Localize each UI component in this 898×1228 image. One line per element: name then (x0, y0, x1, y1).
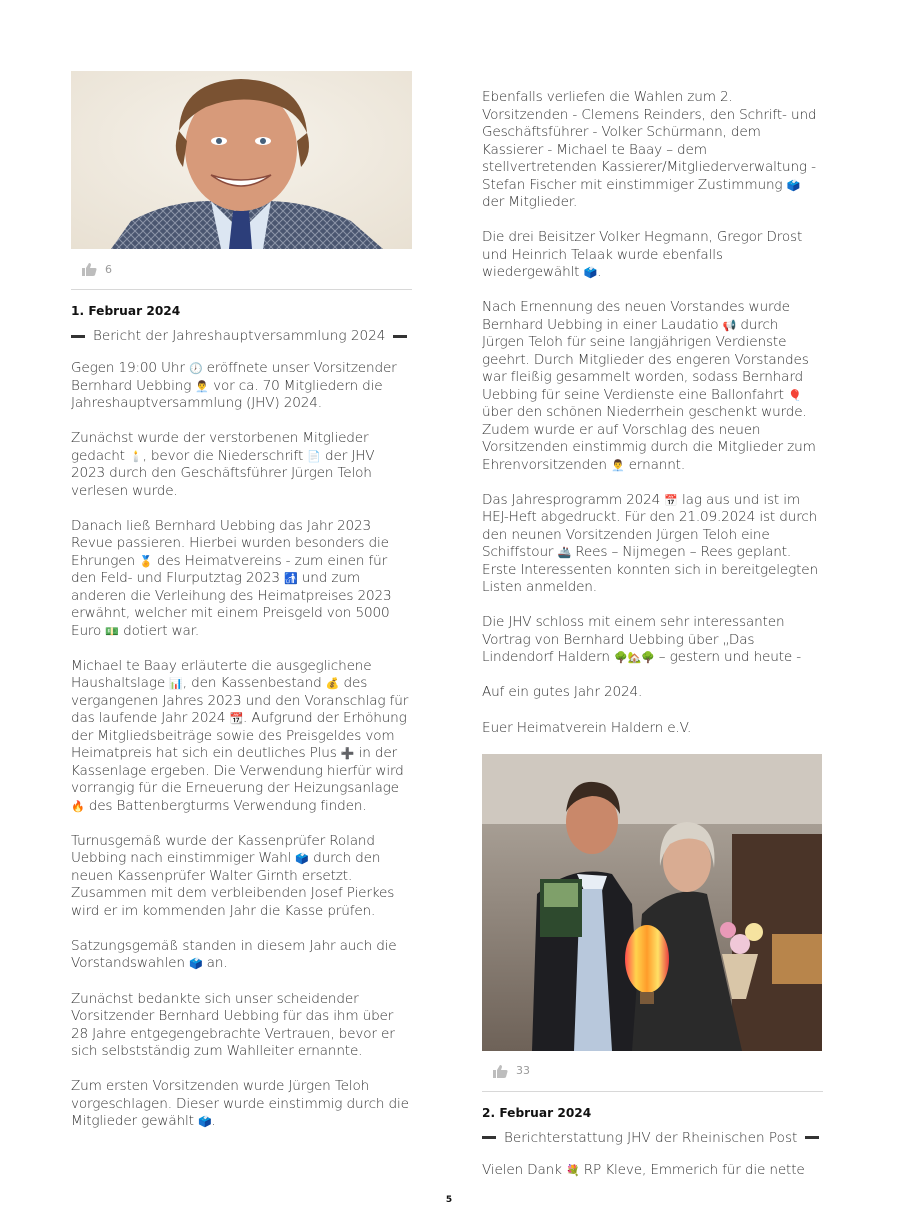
text-run: der Mitglieder. (482, 194, 578, 210)
post-paragraph (71, 991, 412, 1061)
text-run: . (597, 264, 602, 281)
text-run: RP Kleve, Emmerich für die nette (579, 1161, 805, 1178)
text-run: des vergangenen Jahres 2023 und den Voranschlag für das laufende Jahr 2024 (71, 675, 409, 727)
award-photo[interactable] (482, 754, 822, 1051)
emoji-icon: 🏅 (139, 554, 153, 568)
text-run: durch Jürgen Teloh für seine langjährigen Verdienste geehrt. Durch Mitglieder des engeren Vorstandes war fleißig gesammelt worden, sodass Bernhard Uebbing für seine Verdienste eine Ballonfahrt (482, 316, 809, 403)
post-paragraph (482, 299, 823, 474)
emoji-icon: 📄 (307, 449, 321, 463)
text-run: der JHV 2023 durch den Geschäftsführer Jürgen Teloh verlesen wurde. (71, 447, 375, 499)
text-run: Rees – Nijmegen – Rees geplant. Erste Interessenten konnten sich in bereitgelegten Listen anmelden. (482, 544, 818, 596)
dash-icon (71, 335, 85, 338)
emoji-icon: 📊 (169, 677, 183, 691)
text-run: Zunächst bedankte sich unser scheidender Vorsitzender Bernhard Uebbing für das ihm über 28 Jahre entgegengebrachte Vertrauen, bevor er sich selbstständig zum Wahlleiter ernannte. (71, 990, 395, 1060)
text-run: Die JHV schloss mit einem sehr interessanten Vortrag von Bernhard Uebbing über „Das Lindendorf Haldern (482, 614, 785, 666)
emoji-icon: 🕯️ (129, 449, 143, 463)
text-run: eröffnete unser Vorsitzender Bernhard Uebbing (71, 360, 397, 394)
text-run: Zum ersten Vorsitzenden wurde Jürgen Teloh vorgeschlagen. Dieser wurde einstimmig durch die Mitglieder gewählt (71, 1078, 409, 1130)
post-paragraph (71, 360, 412, 413)
award-photo-illustration (482, 754, 822, 1051)
text-run: über den schönen Niederrhein geschenkt wurde. Zudem wurde er auf Vorschlag des neuen Vorsitzenden einstimmig durch die Mitglieder zum Ehrenvorsitzenden (482, 404, 816, 473)
emoji-icon: 🗳️ (583, 266, 598, 280)
page-number: 5 (445, 1195, 453, 1205)
text-run: Euer Heimatverein Haldern e.V. (482, 719, 692, 736)
text-run: ernannt. (624, 456, 686, 473)
emoji-icon: 🌳🏡🌳 (613, 651, 655, 665)
post-paragraph (482, 684, 823, 702)
likes-bar (71, 249, 412, 290)
emoji-icon: 🗳️ (197, 1115, 212, 1129)
likes-count: 6 (105, 262, 112, 276)
post-body-continued (482, 89, 823, 737)
likes-bar (482, 1051, 823, 1092)
text-run: – gestern und heute - (654, 649, 802, 666)
emoji-icon: 📆 (229, 712, 244, 726)
emoji-icon: 🚮 (284, 572, 298, 586)
emoji-icon: 🗳️ (188, 957, 203, 971)
text-run: Turnusgemäß wurde der Kassenprüfer Roland Uebbing nach einstimmiger Wahl (71, 832, 375, 867)
post-paragraph (71, 938, 412, 973)
post-paragraph (482, 1162, 823, 1180)
right-column (482, 89, 823, 1197)
emoji-icon: ➕ (340, 747, 355, 761)
post-paragraph (71, 1078, 412, 1131)
emoji-icon: 🕖 (188, 362, 203, 375)
text-run: und zum anderen die Verleihung des Heimatpreises 2023 erwähnt, welcher mit einem Preisgeld von 5000 Euro (71, 570, 392, 639)
thumbs-up-icon[interactable] (492, 1064, 508, 1078)
emoji-icon: 👨‍💼 (195, 379, 209, 393)
text-run: . Aufgrund der Erhöhung der Mitgliedsbeiträge sowie des Preisgeldes vom Heimatpreis hat sich ein deutliches Plus (71, 710, 407, 762)
text-run: dotiert war. (118, 622, 200, 639)
text-run: Auf ein gutes Jahr 2024. (482, 684, 643, 701)
emoji-icon: 📅 (664, 493, 678, 507)
post-paragraph (482, 89, 823, 212)
text-run: lag aus und ist im HEJ-Heft abgedruckt. Für den 21.09.2024 ist durch den neunen Vorsitzenden Jürgen Teloh eine Schiffstour (482, 491, 818, 561)
emoji-icon: 💐 (566, 1163, 580, 1177)
text-run: des Heimatvereins - zum einen für den Feld- und Flurputztag 2023 (71, 552, 388, 587)
post-date: 1. Februar 2024 (71, 304, 181, 318)
left-column (71, 71, 412, 1148)
emoji-icon: 🗳️ (786, 178, 801, 192)
post-paragraph (482, 229, 823, 282)
text-run: des Battenbergturms Verwendung finden. (84, 797, 367, 814)
emoji-icon: 💰 (325, 677, 340, 691)
text-run: an. (202, 955, 228, 972)
dash-icon (393, 335, 407, 338)
post-date: 2. Februar 2024 (482, 1105, 592, 1120)
text-run: durch den neuen Kassenprüfer Walter Girnth ersetzt. Zusammen mit dem verbleibenden Josef Pierkes wird er im kommenden Jahr die Kasse prüfen. (71, 850, 395, 919)
text-run: Gegen 19:00 Uhr (71, 360, 189, 376)
text-run: , den Kassenbestand (182, 675, 326, 692)
text-run: Das Jahresprogramm 2024 (482, 491, 665, 508)
post-title (482, 1130, 823, 1146)
dash-icon (482, 1136, 496, 1139)
post-body (71, 360, 412, 1131)
text-run: Danach ließ Bernhard Uebbing das Jahr 2023 Revue passieren. Hierbei wurden besonders die Ehrungen (71, 517, 389, 569)
post-paragraph (482, 720, 823, 738)
text-run: Die drei Beisitzer Volker Hegmann, Gregor Drost und Heinrich Telaak wurde ebenfalls wiedergewählt (482, 229, 803, 281)
emoji-icon: 👨‍💼 (610, 458, 625, 472)
emoji-icon: 📢 (722, 318, 737, 332)
text-run: in der Kassenlage ergeben. Die Verwendung hierfür wird vorrangig für die Erneuerung der Heizungsanlage (71, 745, 404, 797)
text-run: Ebenfalls verliefen die Wahlen zum 2. Vorsitzenden - Clemens Reinders, den Schrift- und Geschäftsführer - Volker Schürmann, dem Kassierer - Michael te Baay – dem stellvertretenden Kassierer/Mitgliederverwaltung - Stefan Fischer mit einstimmiger Zustimmung (482, 89, 817, 193)
text-run: Nach Ernennung des neuen Vorstandes wurde Bernhard Uebbing in einer Laudatio (482, 299, 790, 333)
text-run: Vielen Dank (482, 1161, 567, 1178)
emoji-icon: 🚢 (557, 546, 572, 560)
dash-icon (805, 1136, 819, 1139)
post-title-text: Bericht der Jahreshauptversammlung 2024 (93, 328, 386, 344)
text-run: Satzungsgemäß standen in diesem Jahr auch die Vorstandswahlen (71, 937, 397, 972)
text-run: Michael te Baay erläuterte die ausgeglichene Haushaltslage (71, 657, 372, 692)
post-title-text: Berichterstattung JHV der Rheinischen Post (504, 1129, 798, 1146)
thumbs-up-icon[interactable] (81, 262, 97, 276)
post-title (71, 328, 412, 344)
text-run: vor ca. 70 Mitgliedern die Jahreshauptversammlung (JHV) 2024. (71, 377, 383, 411)
post-paragraph (482, 614, 823, 667)
emoji-icon: 🎈 (787, 388, 802, 402)
text-run: , bevor die Niederschrift (142, 447, 308, 464)
post-paragraph (71, 430, 412, 500)
post-paragraph (71, 658, 412, 816)
emoji-icon: 🗳️ (295, 852, 309, 866)
likes-count: 33 (516, 1064, 530, 1078)
text-run: Zunächst wurde der verstorbenen Mitglieder gedacht (71, 430, 369, 464)
post-paragraph (71, 833, 412, 921)
emoji-icon: 🔥 (71, 799, 85, 813)
text-run: . (211, 1113, 216, 1130)
post-paragraph (482, 492, 823, 597)
post-paragraph (71, 518, 412, 641)
emoji-icon: 💵 (105, 624, 119, 638)
portrait-photo-illustration (71, 71, 412, 249)
portrait-photo[interactable] (71, 71, 412, 249)
